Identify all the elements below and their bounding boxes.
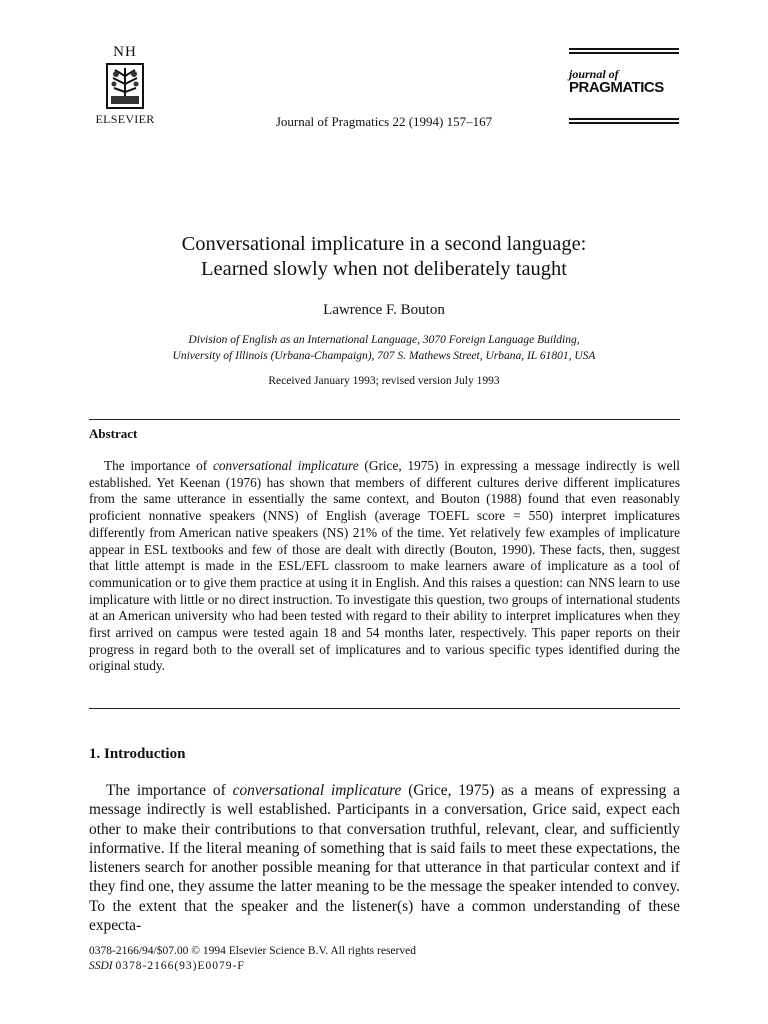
abstract-text-start: The importance of: [104, 458, 213, 473]
divider: [89, 419, 680, 420]
ssdi-label: SSDI: [89, 960, 113, 972]
author-affiliation: [0, 332, 768, 364]
page-footer: [89, 944, 416, 974]
journal-name: PRAGMATICS: [569, 79, 664, 96]
copyright-line: 0378-2166/94/$07.00 © 1994 Elsevier Science B.V. All rights reserved: [89, 945, 416, 957]
divider: [569, 52, 679, 54]
journal-title-box: [569, 48, 679, 96]
divider: [89, 708, 680, 709]
title-line-2: Learned slowly when not deliberately taught: [200, 258, 568, 280]
journal-citation: Journal of Pragmatics 22 (1994) 157–167: [275, 114, 493, 129]
article-title: [0, 232, 768, 282]
title-line-1: Conversational implicature in a second language:: [181, 233, 587, 255]
ssdi-value: 0378-2166(93)E0079-F: [115, 960, 245, 972]
abstract-term: conversational implicature: [212, 458, 359, 473]
divider: [569, 122, 679, 124]
publisher-mark: NH: [113, 44, 137, 60]
journal-of-label: journal of: [569, 67, 619, 81]
elsevier-tree-emblem-icon: [105, 62, 145, 110]
divider: [569, 48, 679, 50]
publisher-name: ELSEVIER: [95, 112, 155, 126]
abstract-text-rest: (Grice, 1975) in expressing a message indirectly is well established. Yet Keenan (1976) has shown that members of different cultures derive different implicatures from the same utterance in essentially the same context, and Bouton (1988) found that even reasonably proficient nonnative speakers (NNS) of English (average TOEFL score = 550) interpret implicatures differently from American native speakers (NS) 21% of the time. Yet relatively few examples of implicature appear in ESL textbooks and few of those are dealt with directly (Bouton, 1990). These facts, then, suggest that little attempt is made in the ESL/EFL classroom to make learners aware of implicature as a tool of communication or to give them practice at using it in English. And this raises a question: can NNS learn to use implicature with little or no direct instruction. To investigate this question, two groups of international students at an American university who had been tested with regard to their ability to interpret implicatures when they first arrived on campus were tested again 18 and 54 months later, respectively. This paper reports on their progress in regard both to the overall set of implicatures and to various specific types identified during the original study.: [89, 458, 680, 674]
abstract-text: [89, 458, 680, 675]
introduction-text: [89, 781, 680, 935]
intro-text-start: The importance of: [106, 782, 233, 799]
affiliation-line-1: Division of English as an International Language, 3070 Foreign Language Building,: [188, 334, 580, 346]
ssdi-line: [89, 959, 416, 974]
affiliation-line-2: University of Illinois (Urbana-Champaign), 707 S. Mathews Street, Urbana, IL 61801, USA: [172, 350, 596, 362]
divider: [569, 118, 679, 120]
journal-box-bottom-rule: [569, 118, 679, 126]
intro-text-rest: (Grice, 1975) as a means of expressing a message indirectly is well established. Participants in a conversation, Grice said, expect each other to make their contributions to that conversation truthful, relevant, clear, and sufficiently informative. If the literal meaning of something that is said fails to meet these expectations, the listeners search for another possible meaning for that utterance in that particular context and if they find one, they assume the latter meaning to be the message the speaker intended to convey. To the extent that the speaker and the listener(s) have a common understanding of these expecta-: [89, 782, 680, 935]
author-name: Lawrence F. Bouton: [323, 302, 445, 318]
abstract-heading: Abstract: [89, 426, 138, 441]
received-dates: Received January 1993; revised version July 1993: [268, 375, 500, 387]
section-heading-introduction: 1. Introduction: [89, 746, 186, 762]
intro-term: conversational implicature: [232, 782, 402, 799]
